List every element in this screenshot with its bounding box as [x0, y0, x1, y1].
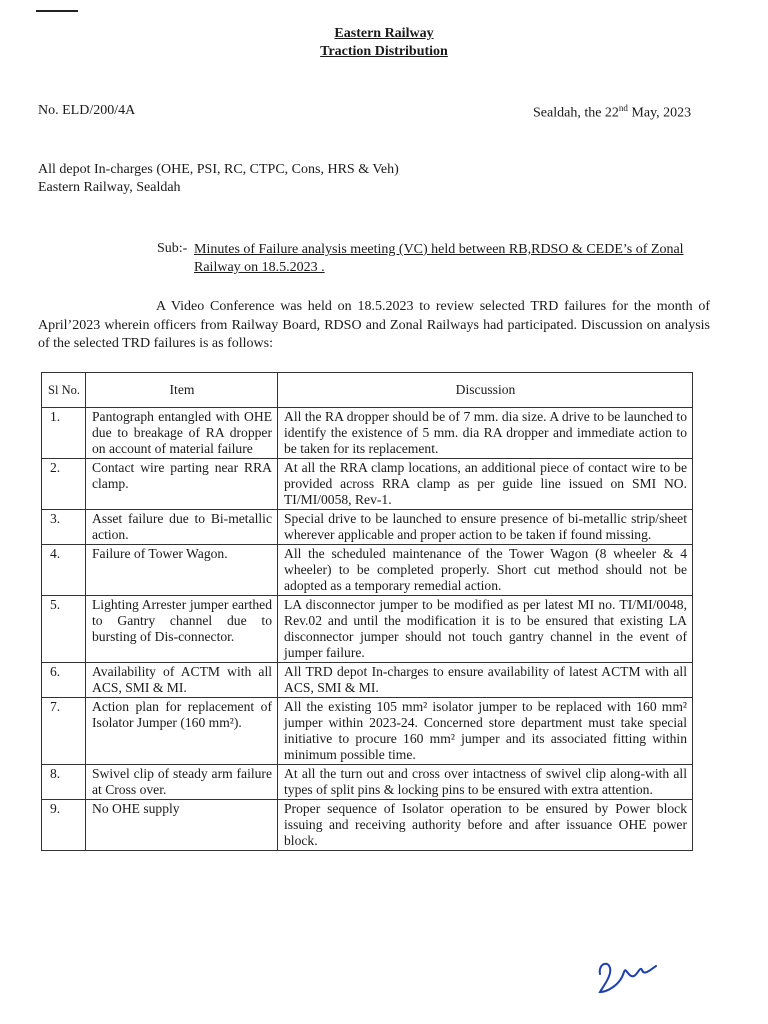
letterhead-org: Eastern Railway [334, 26, 434, 41]
row-discussion: At all the turn out and cross over intactness of swivel clip along-with all types of split pins & locking pins to be ensured with extra attention. [278, 765, 693, 800]
row-item: Availability of ACTM with all ACS, SMI & MI. [86, 663, 278, 698]
table-row [42, 663, 693, 698]
row-sl-number: 8. [42, 765, 86, 800]
subject-text: Minutes of Failure analysis meeting (VC) held between RB,RDSO & CEDE’s of Zonal Railway on 18.5.2023 . [194, 242, 684, 275]
letter-date: Sealdah, the 22nd May, 2023 [533, 103, 692, 121]
table-row [42, 545, 693, 596]
row-item: Failure of Tower Wagon. [86, 545, 278, 596]
row-sl-number: 7. [42, 698, 86, 765]
row-sl-number: 1. [42, 408, 86, 459]
row-item: Swivel clip of steady arm failure at Cross over. [86, 765, 278, 800]
row-discussion: All TRD depot In-charges to ensure availability of latest ACTM with all ACS, SMI & MI. [278, 663, 693, 698]
row-item: Action plan for replacement of Isolator Jumper (160 mm²). [86, 698, 278, 765]
row-discussion: All the scheduled maintenance of the Tower Wagon (8 wheeler & 4 wheeler) to be completed properly. Short cut method should not be adopted as a temporary remedial action. [278, 545, 693, 596]
header-discussion: Discussion [278, 373, 693, 408]
letterhead-dept: Traction Distribution [320, 44, 448, 59]
row-discussion: Proper sequence of Isolator operation to be ensured by Power block issuing and receiving authority before and after issuance OHE power block. [278, 800, 693, 851]
reference-number: No. ELD/200/4A [38, 103, 136, 118]
row-sl-number: 2. [42, 459, 86, 510]
row-item: Lighting Arrester jumper earthed to Gantry channel due to bursting of Dis-connector. [86, 596, 278, 663]
table-row [42, 459, 693, 510]
intro-paragraph: A Video Conference was held on 18.5.2023 to review selected TRD failures for the month of April’2023 wherein officers from Railway Board, RDSO and Zonal Railways had participated. Discussion on analysis of the selected TRD failures is as follows: [38, 299, 710, 351]
table-row [42, 596, 693, 663]
row-item: Contact wire parting near RRA clamp. [86, 459, 278, 510]
row-discussion: All the existing 105 mm² isolator jumper to be replaced with 160 mm² jumper within 2023-24. Concerned store department must take special initiative to procure 160 mm² jumper and its associated fitting within minimum possible time. [278, 698, 693, 765]
table-header-row [42, 373, 693, 408]
subject-label: Sub:- [157, 241, 188, 256]
row-item: Asset failure due to Bi-metallic action. [86, 510, 278, 545]
row-discussion: Special drive to be launched to ensure presence of bi-metallic strip/sheet wherever applicable and proper action to be taken if found missing. [278, 510, 693, 545]
row-item: No OHE supply [86, 800, 278, 851]
row-sl-number: 4. [42, 545, 86, 596]
row-discussion: LA disconnector jumper to be modified as per latest MI no. TI/MI/0048, Rev.02 and until the modification it is to be ensured that existing LA disconnector jumper should not touch gantry channel in the event of jumper failure. [278, 596, 693, 663]
row-sl-number: 6. [42, 663, 86, 698]
table-row [42, 765, 693, 800]
signature-mark [594, 952, 664, 996]
row-discussion: At all the RRA clamp locations, an additional piece of contact wire to be provided across RRA clamp as per guide line issued on SMI NO. TI/MI/0058, Rev-1. [278, 459, 693, 510]
top-margin-mark [36, 10, 78, 12]
row-sl-number: 9. [42, 800, 86, 851]
addressee-line-2: Eastern Railway, Sealdah [38, 180, 181, 195]
addressee-line-1: All depot In-charges (OHE, PSI, RC, CTPC, Cons, HRS & Veh) [38, 162, 399, 177]
row-item: Pantograph entangled with OHE due to breakage of RA dropper on account of material failure [86, 408, 278, 459]
header-item: Item [86, 373, 278, 408]
table-row [42, 800, 693, 851]
row-sl-number: 5. [42, 596, 86, 663]
header-sl: Sl No. [42, 373, 86, 408]
row-sl-number: 3. [42, 510, 86, 545]
table-row [42, 408, 693, 459]
table-row [42, 510, 693, 545]
minutes-table [41, 372, 693, 851]
row-discussion: All the RA dropper should be of 7 mm. dia size. A drive to be launched to identify the existence of 5 mm. dia RA dropper and immediate action to be taken for its replacement. [278, 408, 693, 459]
table-row [42, 698, 693, 765]
